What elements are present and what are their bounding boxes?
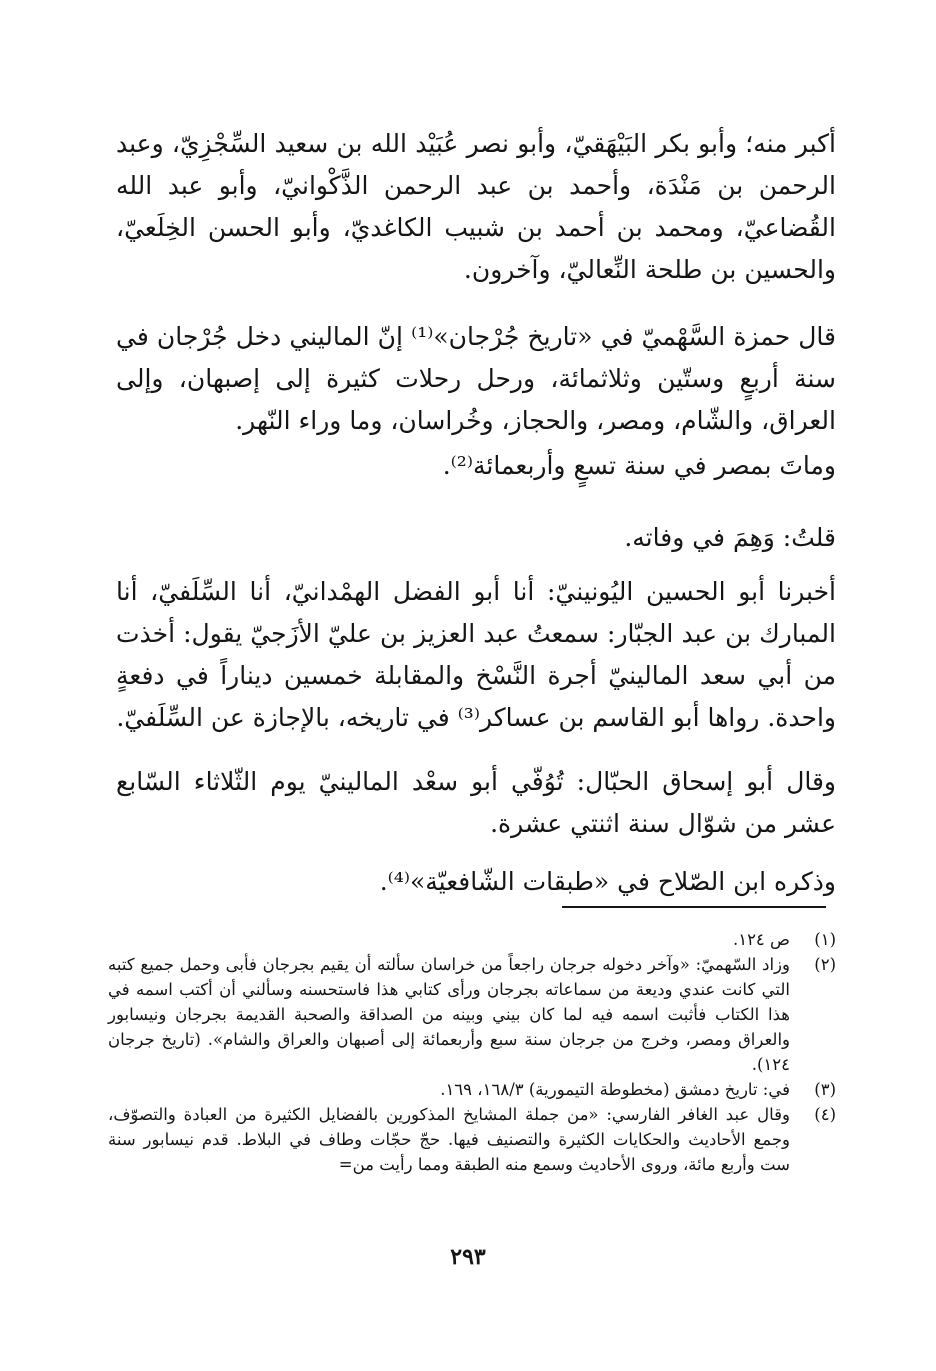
paragraph-4: قلتُ: وَهِمَ في وفاته. (624, 523, 836, 552)
footnote-3 (108, 1077, 836, 1102)
footnote-number: (٢) (814, 955, 836, 974)
footnote-number: (٣) (814, 1080, 836, 1099)
footnote-text: وزاد السّهميّ: «وآخر دخوله جرجان راجعاً من خراسان سألته أن يقيم بجرجان فأبى وحمل جميع كتبه التي كانت عندي وديعة من سماعاته بجرجان ورأى كتابي هذا فاستحسنه وسألني أن أكتب اسمه في هذا الكتاب فأثبت اسمه فيه لما كان بيني وبينه من الصداقة والصحبة القديمة بجرجان ونيسابور والعراق ومصر، وخرج من جرجان سنة سبع وأربعمائة إلى أصبهان والعراق والشام». (تاريخ جرجان ١٢٤). (108, 955, 790, 1074)
page-number: ٢٩٣ (450, 1244, 486, 1270)
paragraph-1: أكبر منه؛ وأبو بكر البَيْهَقيّ، وأبو نصر عُبَيْد الله بن سعيد السِّجْزِيّ، وعبد الرحمن بن مَنْدَة، وأحمد بن عبد الرحمن الذَّكْوانيّ، وأبو عبد الله القُضاعيّ، ومحمد بن أحمد بن شبيب الكاغديّ، وأبو الحسن الخِلَعيّ، والحسين بن طلحة النِّعاليّ، وآخرون. (116, 129, 836, 284)
paragraph-2: قال حمزة السَّهْميّ في «تاريخ جُرْجان»⁽¹⁾ إنّ الماليني دخل جُرْجان في سنة أربعٍ وستّين وثلاثمائة، ورحل رحلات كثيرة إلى إصبهان، وإلى العراق، والشّام، ومصر، والحجاز، وخُراسان، وما وراء النّهر. (116, 322, 837, 435)
footnote-text: في: تاريخ دمشق (مخطوطة التيمورية) ١٦٨/٣، ١٦٩. (440, 1080, 790, 1099)
footnote-number: (٤) (814, 1105, 836, 1124)
footnote-text: وقال عبد الغافر الفارسي: «من جملة المشايخ المذكورين بالفضايل الكثيرة من العبادة والتصوّف، وجمع الأحاديث والحكايات الكثيرة والتصنيف فيها. حجّ حجّات وطاف في البلاط. قدم نيسابور سنة ست وأربع مائة، وروى الأحاديث وسمع منه الطبقة ومما رأيت من= (108, 1105, 790, 1174)
paragraph-3: وماتَ بمصر في سنة تسعٍ وأربعمائة⁽²⁾. (442, 451, 836, 480)
footnote-2 (108, 952, 836, 1077)
footnote-4 (108, 1102, 836, 1177)
footnotes (108, 927, 836, 1177)
footnote-number: (١) (814, 930, 836, 949)
footnote-divider (562, 906, 826, 908)
footnote-text: ص ١٢٤. (732, 930, 790, 949)
paragraph-7: وذكره ابن الصّلاح في «طبقات الشّافعيّة»⁽⁴⁾. (379, 867, 836, 896)
footnote-1 (108, 927, 836, 952)
paragraph-5: أخبرنا أبو الحسين اليُونينيّ: أنا أبو الفضل الهمْدانيّ، أنا السِّلَفيّ، أنا المبارك بن عبد الجبّار: سمعتُ عبد العزيز بن عليّ الأزَجيّ يقول: أخذت من أبي سعد المالينيّ أجرة النَّسْخ والمقابلة خمسين ديناراً في دفعةٍ واحدة. رواها أبو القاسم بن عساكر⁽³⁾ في تاريخه، بالإجازة عن السِّلَفيّ. (116, 577, 836, 732)
paragraph-6: وقال أبو إسحاق الحبّال: تُوُفّي أبو سعْد المالينيّ يوم الثّلاثاء السّابع عشر من شوّال سنة اثنتي عشرة. (116, 767, 836, 838)
